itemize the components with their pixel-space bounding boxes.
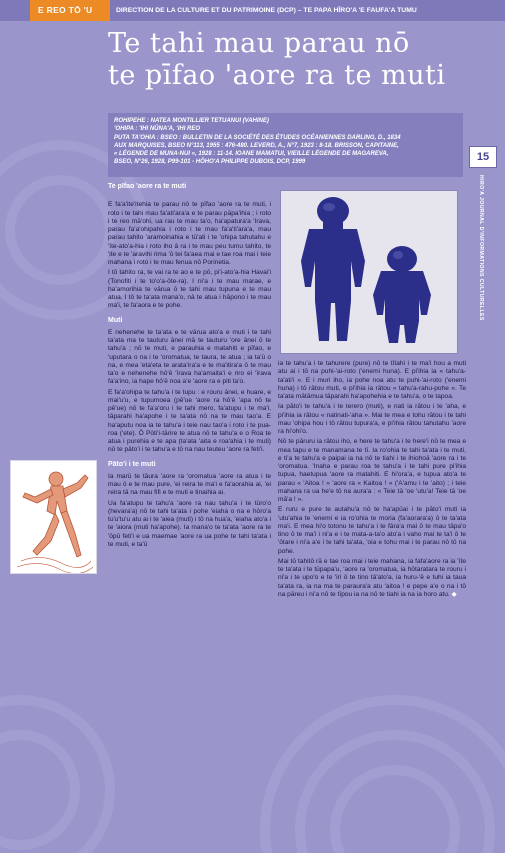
article-column-right <box>278 360 466 601</box>
paragraph-7: ia te tahu'a i te tahurere (pure) nō te tītahi i te ma'i hou a muti atu ai i tō na puhi-'ai-roto ('enemi huna). E pi'ihia ia « tahu'a-ta'ati'i ». E i muri iho, ia pohe noa atu te puhi-'ai-roto ('enemi huna) i tō rātou muti, e pi'ihia ia rātou « tahu'a-rahu-pohe ». Te ta'ata mātāmua tāparahi ha'apohehia e te tahu'a, o te tapoa. <box>278 360 466 400</box>
heading-muti: Muti <box>108 316 123 324</box>
section-tag: E REO TŌ 'U <box>30 0 110 21</box>
credit-author: ROHIPEHE : NATEA MONTILLIER TETUANUI (VAHINE) <box>114 118 269 124</box>
paragraph-1: E fa'a'ite'itehia te parau nō te pīfao 'aore ra te muti, i roto i te tahi mau fa'ati'ara'a e te parau pāpa'ihia ; i roto i te reo mā'ohi, ua rau te mau ta'o, ha'apatura'a 'Irava, parau fa'a'ohipahia i roto i te mau fa'a'ti'ara'a, mau parau tahito 'aramoinahia e tū'ati i te 'ohipa tahutahu e 'īte-ato'a-hia i roto iho â ra i te mau peu tumu tahito, te 'ite e te 'aravihi rima 'ō tei fa'aea mai e tae roa mai i teie mahana i roto i te mau fenua nō Porinetia. <box>108 201 271 266</box>
end-mark: ◆ <box>451 590 457 598</box>
credits-block <box>108 113 463 177</box>
paragraph-2: I tō tahito ra, te vai ra te ao e te pō, pi'i-ato'a-hia Havai'i (Tonofiti i te to'o'a-ōte-ra). I ni'a i te mau marae, e ha'amorihia te vārua ō te tahi mau tupuna e te mau atua. I tō te ta'ata mana'o, nā te atua i hāpono i te mau ma'i, te fa'aora e te pohe. <box>108 269 271 310</box>
credit-source-4: BSEO, N°26, 1928, P99-101 - HŌHO'A PHILIPPE DUBOIS, DCP, 1999 <box>114 159 306 166</box>
statue-photo <box>280 190 458 354</box>
paragraph-11-text: Mai tō tahitō rā e tae roa mai i teie mahana, ia fafa'aore ra ia 'īte te ta'ata i te tūpapa'u, 'aore ra 'oromatua, ia hōtaratara te rouru i ni'a i te upo'o e te 'iri ō te tino tā'ato'a, ia huru-'ē e tuhi ia taua ta'ata ra, ia na ma te paraura'a atu 'aitoa ! e pepe a'e o na i tō na pāreu i ni'a nō te tīpou ia na nō te tiahi ia na ia horo atu. <box>278 557 466 598</box>
paragraph-4: E fa'a'ohipa te tahu'a i te tupu : e rouru ānei, e huare, e mai'u'u, e tupumoea (pē'ue 'aore ra hō'ē 'apa nō te pē'ue) nō te fa'a'oru i te tahi mero, fa'atupu i te ma'i, tāparahi ha'apohe i te ta'ata nō na te mau tao'a. E ha'aputu noa ia te tahu'a i teie nau tao'a i roto i te pua-roa ('ete). Ō Pōti'i-tārire te atua nō te tahu'a e o Roa te atua i purehia e te apa (ta'ata 'aita e roa'ahia i te muti) nō te pāto'i i te tahu'a e tō na nau teuteu 'aore ra feti'i. <box>108 388 271 454</box>
paragraph-9: Nō te pāruru ia rātou iho, e here te tahu'a i te here'i nō te mea e mea tapu e te manamana te tī. Ia ro'ohia te tahi ta'ata i te muti, e ti'a te tahu'a e paipai ia na nō te tiahi i te ihiohoā 'aore ra i te 'oromatua. 'Inaha e parau roa te tahu'a i te tahi pure pi'ihia tupua, haetupua 'aore ra matahiti. E hi'ora'a, e tupua ato'a te parau « 'Aitoa ! » 'aore ra « Kaitoa ! » ('A'amu i te 'aito) ; i teie mahana ra ua he'e tō na aura'a : « Teie tā 'oe 'utu'a! Teie tā 'oe mā'a ! ». <box>278 438 466 503</box>
credit-role: 'OHIPA : 'IHI NŪNA'A, 'IHI REO <box>114 126 201 133</box>
credit-source-1: PUTA TA'OHIA : BSEO : BULLETIN DE LA SOCIÉTÉ DES ÉTUDES OCÉANIENNES DARLING, D., 1834 <box>114 134 401 141</box>
paragraph-8: Ia pāto'i te tahu'a i te terero (muti), e nati ia rātou i te 'aha, e pi'ihia ia rātou « natinati-'aha ». Mai te mea e tohu rātou i te tahi mau 'ohipa hou i tō rātou tupura'a, e pi'ihia rātou tahutahu 'aore ra hi'ohi'o. <box>278 403 466 435</box>
article-title-line-2: te pīfao 'aore ra te muti <box>108 60 446 91</box>
credit-source-3: « LÉGENDE DE MUNA-NUI », 1928 : 11-14. IOANE MAMATUI, VIEILLE LÉGENDE DE MAGAREVA, <box>114 151 389 158</box>
header-title: DIRECTION DE LA CULTURE ET DU PATRIMOINE (DCP) – TE PAPA HĪRO'A 'E FAUFA'A TUMU <box>116 7 417 14</box>
paragraph-6: Ua fa'atupu te tahu'a 'aore ra nau tahu'a i te tūro'o (hevara'a) nō te tahi ta'ata i pohe 'eiaha o na e hōro'a tu'u'tu'u atu ai i te 'aiea (muti) i tō na hua'a, 'eiaha ato'a i te 'aiora (muti ha'apohe). Ia mana'o te ta'ata 'aore ra te 'ōpū feti'i e ua maemae 'aore ra ua pohe te tahi ta'ata i te muti, e ta'ū <box>108 499 271 548</box>
paragraph-5: Ia marū te tāura 'aore ra 'oromatua 'aore ra atua i te mau ō e te mau pure, 'ei reira te ma'i e fa'aorahia ai, 'ei reira tā na mau fifi e te muti e tinaihia ai. <box>108 472 271 497</box>
article-title <box>108 28 488 92</box>
page-number: 15 <box>469 146 497 168</box>
article-column-left <box>108 183 271 551</box>
article-title-line-1: Te tahi mau parau nō <box>108 28 410 59</box>
paragraph-11 <box>278 558 466 599</box>
journal-vertical-label: HIRO'A JOURNAL D'INFORMATIONS CULTURELLES <box>478 175 484 321</box>
paragraph-3: E nehenehe te ta'ata e te vārua ato'a e muti i te tahi ta'ata ma te tauturu ānei mā te tauturu 'ore ānei ō te tahu'a ; nō te muti, e parauhia e matahiti e pīfao, e 'uputara o na i te 'oromatua, te taura, te atua ; ia ta'ū o na, e mea 'eta'eta te arata'ira'a e te ma'itira'a ō te mau ta'o e nehenehe hō'ē 'īrava ha'amaita'i e riro ei 'īrava fa'a'ino, ia hape hō'ē noa a'e 'aore ra e piti ta'o. <box>108 328 271 386</box>
paragraph-10: E ruru e pure te autahu'a nō te ha'apūai i te pāto'i muti ia 'utu'ahia te 'enemi e ia ro'ohia te moria (fa'aorara'a) ō te ta'ata ma'i. E mea hi'o totonu te tahu'a i te fāra'a mai ō te mau tāpa'o tino ō te ma'i i ni'a e i te mata-a-ta'o ato'a i vaho mai te ta'i ō te 'ōtare i ni'a a'e i te tahi ta'ata, 'oia e tohu mai i te parau nō tō na pohe. <box>278 506 466 555</box>
heading-patoi: Pāto'i i te muti <box>108 460 156 468</box>
running-figure-drawing <box>10 460 97 574</box>
credit-source-2: AUX MARQUISES, BSEO N°113, 1955 : 476-480. LEVERD, A., N°7, 1923 : 8-18. BRISSON, CAPITAINE, <box>114 142 399 149</box>
heading-main: Te pīfao 'aore ra te muti <box>108 183 187 190</box>
